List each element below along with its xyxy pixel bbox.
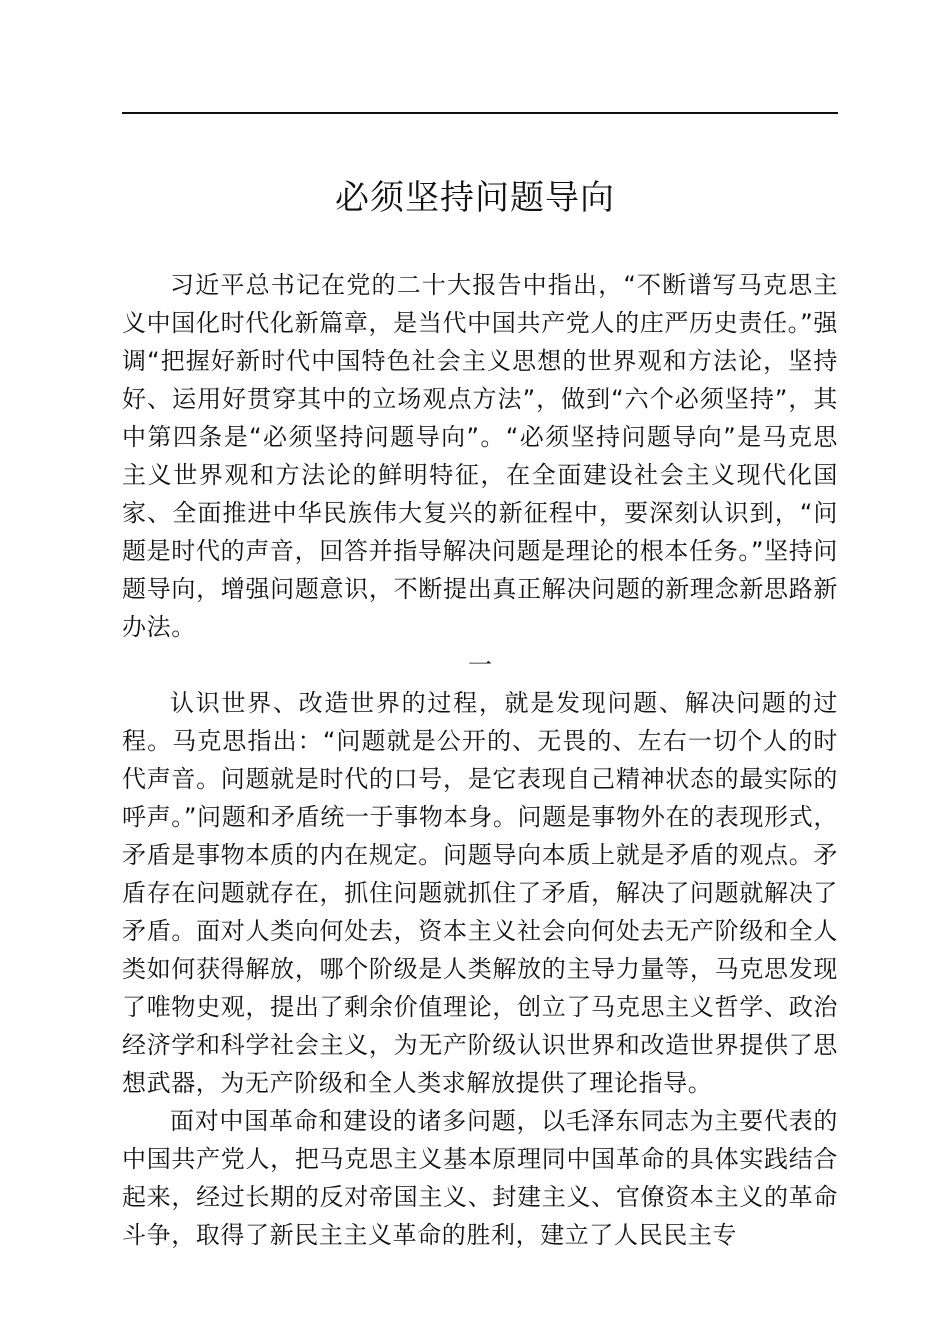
- document-title: 必须坚持问题导向: [335, 178, 615, 218]
- intro-paragraph: 习近平总书记在党的二十大报告中指出，“不断谱写马克思主义中国化时代化新篇章，是当代中国共产党人的庄严历史责任。”强调“把握好新时代中国特色社会主义思想的世界观和方法论，坚持好、运用好贯穿其中的立场观点方法”，做到“六个必须坚持”，其中第四条是“必须坚持问题导向”。“必须坚持问题导向”是马克思主义世界观和方法论的鲜明特征，在全面建设社会主义现代化国家、全面推进中华民族伟大复兴的新征程中，要深刻认识到，“问题是时代的声音，回答并指导解决问题是理论的根本任务。”坚持问题导向，增强问题意识，不断提出真正解决问题的新理念新思路新办法。: [122, 271, 838, 641]
- section-number: 一: [468, 651, 492, 679]
- section-paragraph-2: 面对中国革命和建设的诸多问题，以毛泽东同志为主要代表的中国共产党人，把马克思主义基本原理同中国革命的具体实践结合起来，经过长期的反对帝国主义、封建主义、官僚资本主义的革命斗争，取得了新民主主义革命的胜利，建立了人民民主专: [122, 1107, 838, 1249]
- document-body: [122, 266, 838, 1254]
- section-paragraph-1: 认识世界、改造世界的过程，就是发现问题、解决问题的过程。马克思指出：“问题就是公开的、无畏的、左右一切个人的时代声音。问题就是时代的口号，是它表现自己精神状态的最实际的呼声。”问题和矛盾统一于事物本身。问题是事物外在的表现形式，矛盾是事物本质的内在规定。问题导向本质上就是矛盾的观点。矛盾存在问题就存在，抓住问题就抓住了矛盾，解决了问题就解决了矛盾。面对人类向何处去，资本主义社会向何处去无产阶级和全人类如何获得解放，哪个阶级是人类解放的主导力量等，马克思发现了唯物史观，提出了剩余价值理论，创立了马克思主义哲学、政治经济学和科学社会主义，为无产阶级认识世界和改造世界提供了思想武器，为无产阶级和全人类求解放提供了理论指导。: [122, 689, 838, 1097]
- header-rule: [122, 112, 838, 114]
